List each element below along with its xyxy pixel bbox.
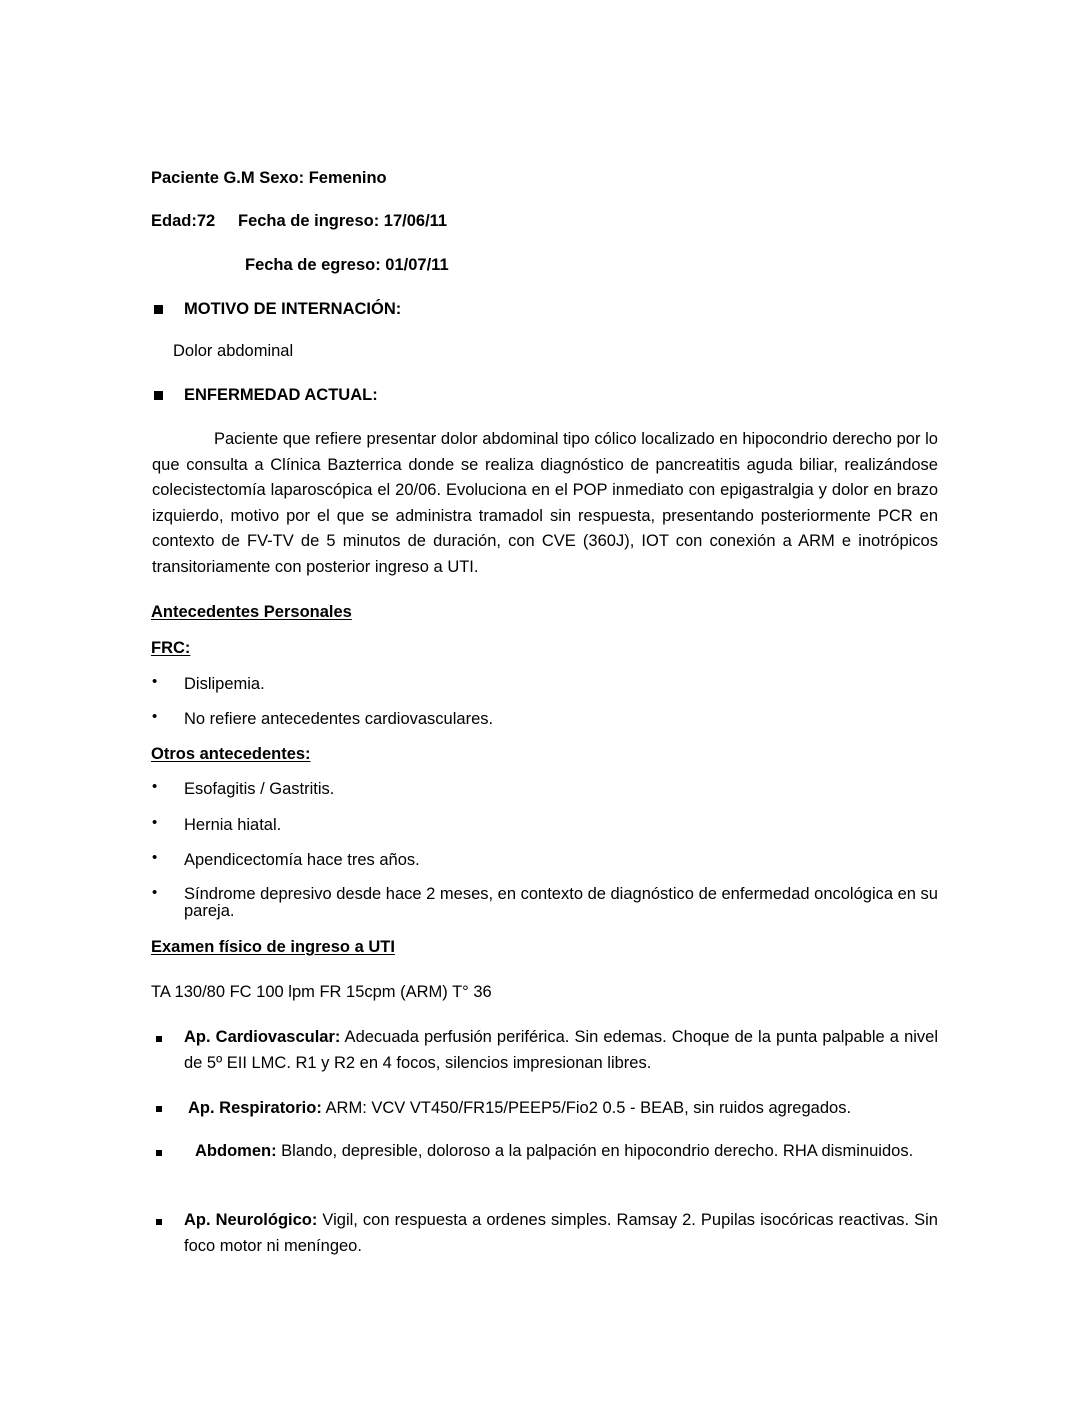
motivo-heading: MOTIVO DE INTERNACIÓN: xyxy=(184,300,402,318)
otros-item: Esofagitis / Gastritis. xyxy=(184,780,335,798)
exam-label: Ap. Cardiovascular: xyxy=(184,1028,341,1046)
bullet-icon: • xyxy=(152,849,158,866)
exam-label: Ap. Neurológico: xyxy=(184,1211,318,1229)
exam-label: Abdomen: xyxy=(195,1142,277,1160)
square-bullet-icon xyxy=(156,1036,162,1042)
bullet-icon: • xyxy=(152,673,158,690)
bullet-icon: • xyxy=(152,884,158,901)
square-bullet-icon xyxy=(156,1106,162,1112)
vitals: TA 130/80 FC 100 lpm FR 15cpm (ARM) T° 36 xyxy=(151,983,492,1001)
exam-neurologico xyxy=(184,1208,938,1259)
otros-item: Apendicectomía hace tres años. xyxy=(184,851,420,869)
exam-text: Adecuada perfusión periférica. Sin edemas. Choque de la punta palpable a nivel de 5º EII LMC. R1 y R2 en 4 focos, silencios impresionan libres. xyxy=(184,1028,939,1072)
bullet-icon: • xyxy=(152,778,158,795)
square-bullet-icon xyxy=(154,305,163,314)
exam-text: ARM: VCV VT450/FR15/PEEP5/Fio2 0.5 - BEAB, sin ruidos agregados. xyxy=(321,1099,852,1117)
exam-label: Ap. Respiratorio: xyxy=(188,1099,322,1117)
fecha-ingreso: Fecha de ingreso: 17/06/11 xyxy=(238,212,448,230)
frc-item: Dislipemia. xyxy=(184,675,265,693)
exam-text: Vigil, con respuesta a ordenes simples. Ramsay 2. Pupilas isocóricas reactivas. Sin foco motor ni meníngeo. xyxy=(184,1211,938,1255)
otros-item: Hernia hiatal. xyxy=(184,816,282,834)
edad: Edad:72 xyxy=(151,212,216,230)
exam-cardiovascular xyxy=(184,1025,938,1076)
examen-heading: Examen físico de ingreso a UTI xyxy=(151,938,395,956)
motivo-text: Dolor abdominal xyxy=(173,342,294,360)
square-bullet-icon xyxy=(156,1219,162,1225)
enfermedad-text: Paciente que refiere presentar dolor abdominal tipo cólico localizado en hipocondrio derecho por lo que consulta a Clínica Bazterrica donde se realiza diagnóstico de pancreatitis aguda biliar, realizándose colecistectomía laparoscópica el 20/06. Evoluciona en el POP inmediato con epigastralgia y dolor en brazo izquierdo, motivo por el que se administra tramadol sin respuesta, presentando posteriormente PCR en contexto de FV-TV de 5 minutos de duración, con CVE (360J), IOT con conexión a ARM e inotrópicos transitoriamente con posterior ingreso a UTI. xyxy=(152,430,938,576)
frc-item: No refiere antecedentes cardiovasculares. xyxy=(184,710,494,728)
otros-heading: Otros antecedentes: xyxy=(151,745,311,763)
exam-text: Blando, depresible, doloroso a la palpación en hipocondrio derecho. RHA disminuidos. xyxy=(276,1142,914,1160)
antecedentes-heading: Antecedentes Personales xyxy=(151,603,352,621)
patient-line: Paciente G.M Sexo: Femenino xyxy=(151,169,387,187)
bullet-icon: • xyxy=(152,708,158,725)
exam-respiratorio xyxy=(188,1096,938,1122)
bullet-icon: • xyxy=(152,814,158,831)
exam-abdomen xyxy=(184,1139,938,1165)
square-bullet-icon xyxy=(156,1150,162,1156)
fecha-egreso: Fecha de egreso: 01/07/11 xyxy=(245,256,449,274)
frc-heading: FRC: xyxy=(151,639,191,657)
otros-item: Síndrome depresivo desde hace 2 meses, en contexto de diagnóstico de enfermedad oncológica en su pareja. xyxy=(184,885,938,920)
enfermedad-heading: ENFERMEDAD ACTUAL: xyxy=(184,386,378,404)
square-bullet-icon xyxy=(154,391,163,400)
